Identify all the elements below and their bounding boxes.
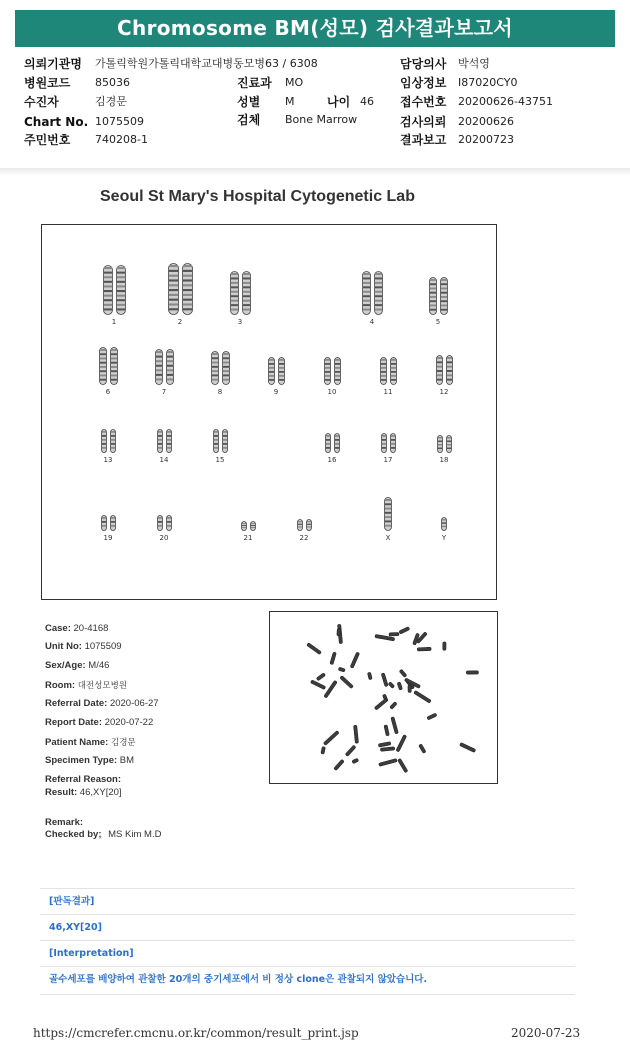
chromosome-19-1 — [101, 515, 107, 531]
chromosome-label-9: 9 — [273, 388, 279, 396]
karyogram-image — [41, 224, 497, 600]
patient-info-panel — [0, 50, 630, 169]
metaphase-chromosome — [334, 759, 345, 770]
chromosome-label-3: 3 — [237, 318, 243, 326]
meta-case-label: Case: — [45, 623, 71, 634]
metaphase-chromosome — [417, 647, 431, 651]
metaphase-chromosome — [338, 667, 345, 672]
chromosome-label-10: 10 — [327, 388, 337, 396]
chromosome-label-6: 6 — [105, 388, 111, 396]
metaphase-chromosome — [384, 725, 389, 736]
chart-no-label: Chart No. — [24, 115, 89, 129]
meta-result-value: 46,XY[20] — [79, 787, 122, 798]
chromosome-label-4: 4 — [369, 318, 375, 326]
lab-title: Seoul St Mary's Hospital Cytogenetic Lab — [100, 188, 415, 205]
patient-value: 김경문 — [95, 95, 127, 108]
metaphase-chromosome — [307, 643, 322, 655]
chromosome-20-1 — [157, 515, 163, 531]
hospital-code-label: 병원코드 — [24, 76, 71, 90]
metaphase-chromosome — [350, 652, 360, 668]
meta-referral-reason-label: Referral Reason: — [45, 774, 122, 785]
report-title-banner: Chromosome BM(성모) 검사결과보고서 — [15, 10, 615, 47]
meta-sex-age-label: Sex/Age: — [45, 660, 86, 671]
hospital-code-value: 85036 — [95, 76, 130, 89]
age-label: 나이 — [327, 95, 351, 109]
chart-no-value: 1075509 — [95, 115, 144, 128]
separator-3 — [40, 940, 575, 941]
chromosome-label-11: 11 — [383, 388, 393, 396]
meta-remark — [45, 817, 83, 829]
chromosome-15-1 — [213, 429, 219, 453]
footer-date: 2020-07-23 — [511, 1026, 581, 1040]
metaphase-chromosome — [397, 682, 402, 690]
clinical-info-value: I87020CY0 — [458, 76, 518, 89]
chromosome-14-1 — [157, 429, 163, 453]
meta-room — [45, 679, 127, 692]
specimen-value: Bone Marrow — [285, 113, 358, 126]
metaphase-chromosome — [379, 758, 398, 766]
chromosome-label-17: 17 — [383, 456, 393, 464]
chromosome-label-18: 18 — [439, 456, 449, 464]
meta-case-value: 20-4168 — [73, 623, 109, 634]
department-value: MO — [285, 76, 304, 89]
result-karyotype: 46,XY[20] — [49, 922, 102, 933]
chromosome-label-21: 21 — [243, 534, 253, 542]
metaphase-chromosome — [354, 725, 359, 743]
chromosome-4-2 — [374, 271, 383, 315]
metaphase-chromosome — [390, 702, 398, 710]
metaphase-chromosome — [388, 682, 395, 689]
chromosome-13-1 — [101, 429, 107, 453]
metaphase-chromosome — [399, 627, 410, 634]
meta-specimen-type-label: Specimen Type: — [45, 755, 118, 766]
resident-no-label: 주민번호 — [24, 133, 71, 147]
meta-room-value: 대전성모병원 — [77, 680, 127, 690]
chromosome-19-2 — [110, 515, 116, 531]
chromosome-label-22: 22 — [299, 534, 309, 542]
meta-specimen-type-value: BM — [119, 755, 135, 766]
chromosome-label-13: 13 — [103, 456, 113, 464]
chromosome-11-2 — [390, 357, 397, 385]
chromosome-22-1 — [297, 519, 303, 531]
separator-2 — [40, 914, 575, 915]
metaphase-chromosome — [345, 745, 356, 756]
institution-label: 의뢰기관명 — [24, 57, 82, 71]
chromosome-label-19: 19 — [103, 534, 113, 542]
meta-unit-no-label: Unit No: — [45, 641, 82, 652]
chromosome-label-20: 20 — [159, 534, 169, 542]
meta-checked-by-value: MS Kim M.D — [108, 829, 162, 840]
meta-referral-date-value: 2020-06-27 — [109, 698, 159, 709]
receipt-no-label: 접수번호 — [400, 95, 447, 109]
chromosome-18-1 — [437, 435, 443, 453]
chromosome-2-1 — [168, 263, 179, 315]
meta-unit-no — [45, 641, 122, 653]
meta-referral-reason — [45, 774, 121, 786]
metaphase-spread-svg — [270, 612, 497, 783]
interpretation-text: 골수세포를 배양하여 관찰한 20개의 중기세포에서 비 정상 clone은 관찰되지 않았습니다. — [49, 974, 428, 985]
chromosome-21-1 — [241, 521, 247, 531]
meta-sex-age-value: M/46 — [88, 660, 110, 671]
chromosome-3-1 — [230, 271, 239, 315]
report-date-label: 결과보고 — [400, 133, 447, 147]
panel-divider-shadow — [0, 168, 630, 176]
metaphase-chromosome — [310, 680, 325, 690]
metaphase-chromosome — [380, 747, 394, 752]
chromosome-1-1 — [103, 265, 113, 315]
chromosome-14-2 — [166, 429, 172, 453]
metaphase-chromosome — [389, 633, 399, 637]
metaphase-chromosome — [340, 676, 354, 689]
metaphase-chromosome — [374, 698, 388, 710]
chromosome-label-14: 14 — [159, 456, 169, 464]
chromosome-Y-1 — [441, 517, 447, 531]
chromosome-8-2 — [222, 351, 230, 385]
meta-result — [45, 787, 122, 799]
metaphase-chromosome — [321, 747, 326, 755]
metaphase-chromosome — [460, 743, 476, 753]
specimen-label: 검체 — [237, 113, 261, 127]
receipt-no-value: 20200626-43751 — [458, 95, 553, 108]
meta-sex-age — [45, 660, 109, 672]
metaphase-chromosome — [408, 685, 411, 692]
footer-url[interactable]: https://cmcrefer.cmcnu.or.kr/common/result_print.jsp — [33, 1026, 359, 1040]
metaphase-chromosome — [427, 713, 437, 720]
metaphase-image — [269, 611, 498, 784]
chromosome-7-2 — [166, 349, 174, 385]
chromosome-7-1 — [155, 349, 163, 385]
metaphase-chromosome — [316, 673, 325, 681]
chromosome-12-2 — [446, 355, 453, 385]
chromosome-20-2 — [166, 515, 172, 531]
chromosome-4-1 — [362, 271, 371, 315]
meta-report-date — [45, 717, 153, 729]
chromosome-5-1 — [429, 277, 437, 315]
chromosome-label-7: 7 — [161, 388, 167, 396]
report-date-value: 20200723 — [458, 133, 514, 146]
sex-label: 성별 — [237, 95, 261, 109]
metaphase-chromosome — [414, 691, 432, 704]
chromosome-6-2 — [110, 347, 118, 385]
department-label: 진료과 — [237, 76, 272, 90]
resident-no-value: 740208-1 — [95, 133, 148, 146]
chromosome-22-2 — [306, 519, 312, 531]
request-date-label: 검사의뢰 — [400, 115, 447, 129]
chromosome-11-1 — [380, 357, 387, 385]
chromosome-13-2 — [110, 429, 116, 453]
meta-checked-by — [45, 829, 161, 841]
meta-report-date-value: 2020-07-22 — [104, 717, 154, 728]
chromosome-9-2 — [278, 357, 285, 385]
chromosome-16-1 — [325, 433, 331, 453]
chromosome-17-1 — [381, 433, 387, 453]
meta-patient-name-label: Patient Name: — [45, 737, 109, 748]
metaphase-chromosome — [381, 673, 388, 687]
chromosome-9-1 — [268, 357, 275, 385]
sex-value: M — [285, 95, 295, 108]
chromosome-2-2 — [182, 263, 193, 315]
clinical-info-label: 임상정보 — [400, 76, 447, 90]
chromosome-15-2 — [222, 429, 228, 453]
chromosome-label-1: 1 — [111, 318, 117, 326]
chromosome-label-5: 5 — [435, 318, 441, 326]
chromosome-X-1 — [384, 497, 392, 531]
institution-value: 가톨릭학원가톨릭대학교대병동모병63 / 6308 — [95, 57, 318, 70]
chromosome-label-2: 2 — [177, 318, 183, 326]
chromosome-3-2 — [242, 271, 251, 315]
patient-label: 수진자 — [24, 95, 59, 109]
chromosome-17-2 — [390, 433, 396, 453]
metaphase-chromosome — [367, 672, 372, 680]
chromosome-5-2 — [440, 277, 448, 315]
metaphase-chromosome — [324, 680, 337, 698]
chromosome-label-15: 15 — [215, 456, 225, 464]
metaphase-chromosome — [391, 717, 399, 734]
result-heading: [판독결과] — [49, 896, 95, 907]
separator-1 — [40, 888, 575, 889]
metaphase-chromosome — [352, 758, 359, 763]
chromosome-6-1 — [99, 347, 107, 385]
chromosome-10-2 — [334, 357, 341, 385]
metaphase-chromosome — [399, 669, 407, 677]
separator-5 — [40, 994, 575, 995]
metaphase-chromosome — [337, 629, 341, 636]
chromosome-1-2 — [116, 265, 126, 315]
metaphase-chromosome — [419, 744, 426, 754]
meta-result-label: Result: — [45, 787, 78, 798]
chromosome-16-2 — [334, 433, 340, 453]
chromosome-label-8: 8 — [217, 388, 223, 396]
doctor-value: 박석영 — [458, 57, 490, 70]
metaphase-chromosome — [378, 742, 391, 747]
meta-checked-by-label: Checked by; — [45, 829, 102, 840]
metaphase-chromosome — [323, 731, 339, 746]
meta-report-date-label: Report Date: — [45, 717, 103, 728]
meta-patient-name — [45, 736, 136, 749]
meta-patient-name-value: 김경문 — [111, 737, 136, 747]
meta-case — [45, 623, 108, 635]
meta-referral-date-label: Referral Date: — [45, 698, 108, 709]
chromosome-10-1 — [324, 357, 331, 385]
metaphase-chromosome — [443, 642, 446, 650]
chromosome-label-X: X — [385, 534, 391, 542]
meta-unit-no-value: 1075509 — [84, 641, 122, 652]
doctor-label: 담당의사 — [400, 57, 447, 71]
request-date-value: 20200626 — [458, 115, 514, 128]
chromosome-8-1 — [211, 351, 219, 385]
chromosome-label-Y: Y — [441, 534, 447, 542]
age-value: 46 — [360, 95, 374, 108]
metaphase-chromosome — [466, 671, 478, 674]
chromosome-18-2 — [446, 435, 452, 453]
separator-4 — [40, 966, 575, 967]
metaphase-chromosome — [330, 652, 337, 665]
metaphase-chromosome — [398, 758, 408, 772]
meta-referral-date — [45, 698, 159, 710]
meta-room-label: Room: — [45, 680, 76, 691]
metaphase-chromosome — [396, 735, 407, 752]
interpretation-heading: [Interpretation] — [49, 948, 134, 959]
meta-remark-label: Remark: — [45, 817, 84, 828]
chromosome-label-16: 16 — [327, 456, 337, 464]
chromosome-21-2 — [250, 521, 256, 531]
chromosome-label-12: 12 — [439, 388, 449, 396]
chromosome-12-1 — [436, 355, 443, 385]
meta-specimen-type — [45, 755, 134, 767]
